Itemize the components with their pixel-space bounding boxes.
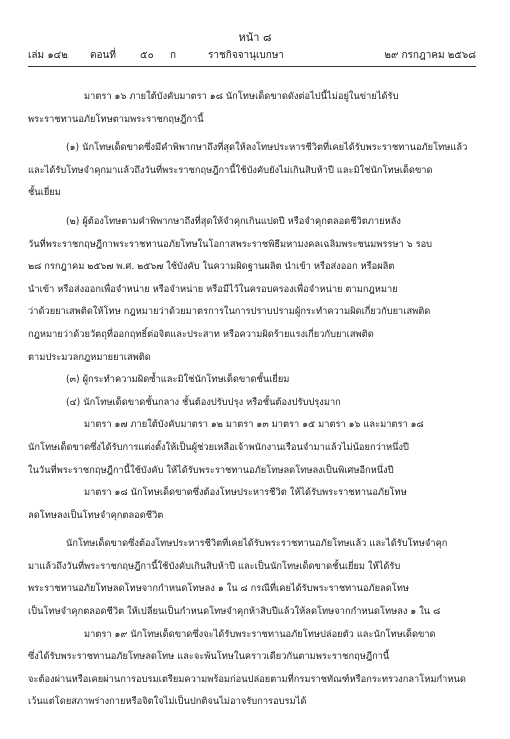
page-header [28,48,476,62]
text-line: นำเข้า หรือส่งออกเพื่อจำหน่าย หรือจำหน่าย หรือมีไว้ในครอบครองเพื่อจำหน่าย ตามกฎหมาย [28,283,398,295]
text-line: จะต้องผ่านหรือเคยผ่านการอบรมเตรียมความพร้อมก่อนปล่อยตามที่กรมราชทัณฑ์หรือกระทรวงกลาโหมกำหนด [28,673,466,685]
page-number: หน้า ๘ [238,31,272,44]
clause-2: (๒) ผู้ต้องโทษตามคำพิพากษาถึงที่สุดให้จำคุกเกินแปดปี หรือจำคุกตลอดชีวิตภายหลัง [66,215,401,227]
section-18-para-2: นักโทษเด็ดขาดซึ่งต้องโทษประหารชีวิตที่เคยได้รับพระราชทานอภัยโทษแล้ว และได้รับโทษจำคุก [66,538,448,550]
section-number: ๕๐ [140,50,154,61]
text-line: ชั้นเยี่ยม [28,187,61,199]
text-line: เป็นโทษจำคุกตลอดชีวิต ให้เปลี่ยนเป็นกำหนดโทษจำคุกห้าสิบปีแล้วให้ลดโทษจากกำหนดโทษลง ๑ ใน ๘ [28,606,441,618]
volume-label: เล่ม ๑๔๒ [28,50,68,61]
text-line: นักโทษเด็ดขาดซึ่งได้รับการแต่งตั้งให้เป็นผู้ช่วยเหลือเจ้าพนักงานเรือนจำมาแล้วไม่น้อยกว่าหนึ่งปี [28,441,409,453]
publication-date: ๒๙ กรกฎาคม ๒๕๖๘ [384,50,476,61]
text-line: เว้นแต่โดยสภาพร่างกายหรือจิตใจไม่เป็นปกติจนไม่อาจรับการอบรมได้ [28,696,307,708]
document-body [28,86,476,714]
text-line: และได้รับโทษจำคุกมาแล้วถึงวันที่พระราชกฤษฎีกานี้ใช้บังคับยังไม่เกินสิบห้าปี และมิใช่นักโทษเด็ดขาด [28,164,433,176]
text-line: ว่าด้วยยาเสพติดให้โทษ กฎหมายว่าด้วยมาตรการในการปราบปรามผู้กระทำความผิดเกี่ยวกับยาเสพติด [28,306,431,318]
section-label: ตอนที่ [90,50,116,61]
clause-4: (๔) นักโทษเด็ดขาดชั้นกลาง ชั้นต้องปรับปรุง หรือชั้นต้องปรับปรุงมาก [66,396,341,408]
text-line: พระราชทานอภัยโทษตามพระราชกฤษฎีกานี้ [28,113,204,125]
gazette-title: ราชกิจจานุเบกษา [208,50,285,61]
text-line: ในวันที่พระราชกฤษฎีกานี้ใช้บังคับ ให้ได้รับพระราชทานอภัยโทษลดโทษลงเป็นพิเศษอีกหนึ่งปี [28,464,394,476]
text-line: ลดโทษลงเป็นโทษจำคุกตลอดชีวิต [28,509,164,521]
header-rule [28,66,476,67]
section-19-intro: มาตรา ๑๙ นักโทษเด็ดขาดซึ่งจะได้รับพระราชทานอภัยโทษปล่อยตัว และนักโทษเด็ดขาด [84,628,436,640]
section-18-intro: มาตรา ๑๘ นักโทษเด็ดขาดซึ่งต้องโทษประหารชีวิต ให้ได้รับพระราชทานอภัยโทษ [84,487,407,499]
section-16-intro: มาตรา ๑๖ ภายใต้บังคับมาตรา ๑๘ นักโทษเด็ดขาดดังต่อไปนี้ไม่อยู่ในข่ายได้รับ [84,91,399,102]
clause-1: (๑) นักโทษเด็ดขาดซึ่งมีคำพิพากษาถึงที่สุดให้ลงโทษประหารชีวิตที่เคยได้รับพระราชทานอภัยโทษแล้ว [66,142,468,154]
text-line: ตามประมวลกฎหมายยาเสพติด [28,351,151,363]
section-suffix: ก [170,50,177,61]
section-17-intro: มาตรา ๑๗ ภายใต้บังคับมาตรา ๑๒ มาตรา ๑๓ มาตรา ๑๕ มาตรา ๑๖ และมาตรา ๑๘ [84,419,424,431]
text-line: พระราชทานอภัยโทษลดโทษจากกำหนดโทษลง ๑ ใน ๘ กรณีที่เคยได้รับพระราชทานอภัยลดโทษ [28,583,409,595]
clause-3: (๓) ผู้กระทำความผิดซ้ำและมิใช่นักโทษเด็ดขาดชั้นเยี่ยม [66,374,290,386]
text-line: วันที่พระราชกฤษฎีกาพระราชทานอภัยโทษในโอกาสพระราชพิธีมหามงคลเฉลิมพระชนมพรรษา ๖ รอบ [28,238,433,250]
text-line: ๒๘ กรกฎาคม ๒๕๖๗ พ.ศ. ๒๕๖๗ ใช้บังคับ ในความผิดฐานผลิต นำเข้า หรือส่งออก หรือผลิต [28,261,395,273]
text-line: มาแล้วถึงวันที่พระราชกฤษฎีกานี้ใช้บังคับเกินสิบห้าปี และเป็นนักโทษเด็ดขาดชั้นเยี่ยม ให้ได้รับ [28,560,401,572]
text-line: ซึ่งได้รับพระราชทานอภัยโทษลดโทษ และจะพ้นโทษในคราวเดียวกันตามพระราชกฤษฎีกานี้ [28,651,390,663]
text-line: กฎหมายว่าด้วยวัตถุที่ออกฤทธิ์ต่อจิตและประสาท หรือความผิดร้ายแรงเกี่ยวกับยาเสพติด [28,328,374,340]
